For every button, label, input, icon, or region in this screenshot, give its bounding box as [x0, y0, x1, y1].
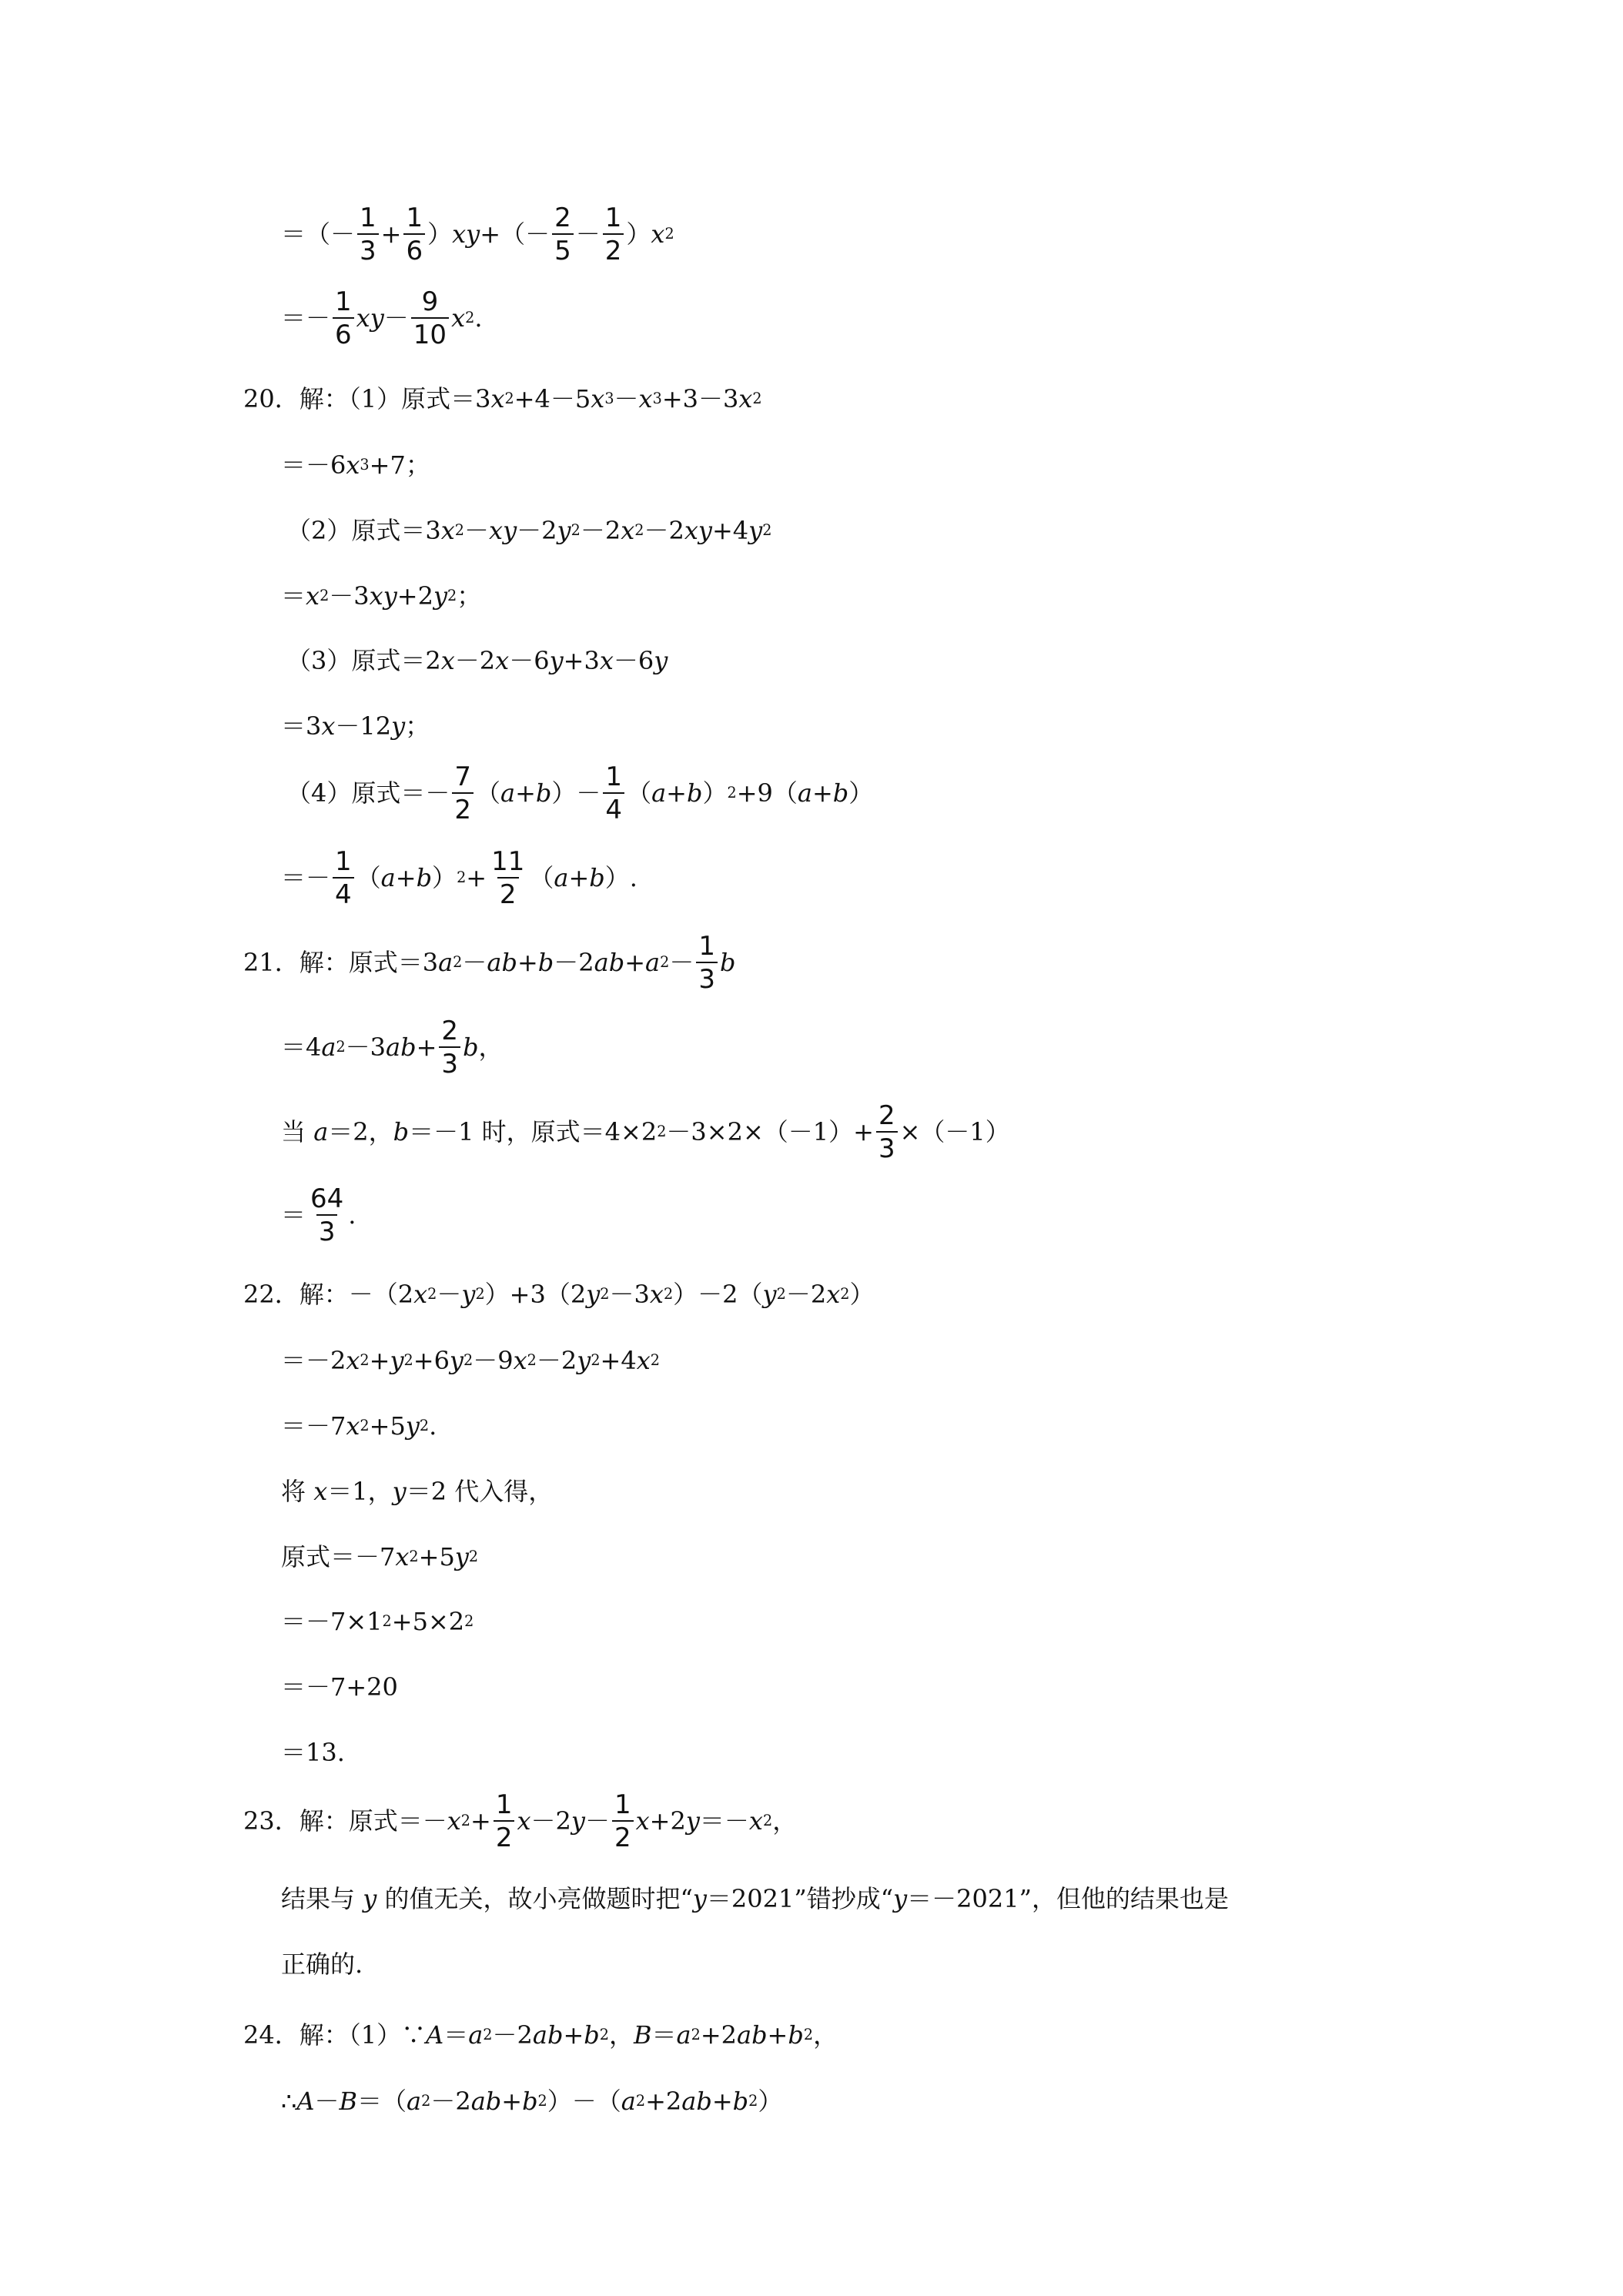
- math-text: （: [529, 863, 554, 892]
- variable: x: [591, 384, 605, 413]
- variable: b: [788, 2020, 804, 2050]
- math-text: －2: [580, 516, 621, 545]
- math-text: ＝13.: [281, 1738, 345, 1767]
- variable: x: [517, 1806, 531, 1836]
- fraction-numerator: 1: [604, 202, 622, 233]
- math-text: ×（－1）: [899, 1117, 1010, 1146]
- variable: y: [685, 1806, 700, 1836]
- variable: ab: [386, 1033, 417, 1062]
- variable: ab: [594, 948, 625, 977]
- variable: xy: [452, 219, 480, 249]
- math-text: 的值无关，故小亮做题时把“: [376, 1884, 693, 1913]
- math-text: －2: [536, 1346, 577, 1375]
- math-text: －9: [473, 1346, 514, 1375]
- variable: b: [537, 948, 554, 977]
- variable: x: [636, 1346, 651, 1375]
- math-line: ＝－7 x 2 +5 y 2 .: [281, 1411, 437, 1441]
- math-line: ＝－ $\frac{1}{6}$ xy － $\frac{9}{10}$ x 2 .: [281, 286, 483, 350]
- math-text: +: [395, 863, 417, 892]
- math-line: 21．解：原式＝3 a 2 － ab + b －2 ab + a 2 － $\frac{1}{3}$ b: [243, 930, 736, 995]
- variable: b: [463, 1033, 479, 1062]
- math-text: －2: [492, 2020, 533, 2050]
- math-line: ＝－ $\frac{1}{4}$ （ a + b ） 2 + $\frac{11}{2}$ （ a + b ）.: [281, 845, 637, 910]
- fraction-denominator: 3: [357, 233, 379, 264]
- math-line: [281, 1718, 345, 1787]
- fraction-denominator: 2: [603, 233, 624, 264]
- math-text: －: [575, 219, 601, 249]
- math-text: ＝－7: [281, 1411, 346, 1441]
- fraction: [612, 1789, 634, 1853]
- math-text: +: [666, 778, 687, 808]
- variable: a: [321, 1033, 336, 1062]
- math-text: －: [437, 1280, 462, 1309]
- math-line: 20．解：（1）原式＝3 x 2 +4－5 x 3 － x 3 +3－3 x 2: [243, 384, 762, 413]
- math-text: ）: [702, 778, 728, 808]
- variable: y: [454, 1542, 469, 1571]
- math-text: ）: [427, 219, 453, 249]
- variable: y: [692, 1884, 707, 1913]
- variable: x: [306, 581, 320, 611]
- variable: x: [635, 1806, 650, 1836]
- variable: ab: [736, 2020, 768, 2050]
- math-text: ）－（: [547, 2087, 621, 2116]
- variable: ab: [487, 948, 517, 977]
- fraction: [876, 1099, 898, 1164]
- math-text: +: [466, 863, 487, 892]
- math-text: 正确的.: [281, 1950, 363, 1979]
- math-line: 22．解：－（2 x 2 － y 2 ）+3（2 y 2 －3 x 2 ）－2（ y 2 －2 x 2 ）: [243, 1280, 875, 1309]
- math-text: ＝－6: [281, 450, 346, 480]
- fraction-denominator: 6: [403, 233, 425, 264]
- fraction: [403, 202, 425, 266]
- math-text: +: [711, 2087, 733, 2116]
- math-text: .: [348, 1200, 356, 1230]
- fraction-denominator: 2: [612, 1820, 634, 1851]
- variable: B: [339, 2087, 357, 2116]
- fraction: [494, 1789, 515, 1853]
- fraction: [308, 1183, 346, 1247]
- math-text: －: [383, 303, 409, 333]
- math-text: ＝－: [281, 863, 331, 892]
- fraction-numerator: 2: [878, 1099, 895, 1131]
- variable: y: [449, 1346, 463, 1375]
- math-text: +: [517, 948, 538, 977]
- math-text: ＝4: [281, 1033, 322, 1062]
- math-text: ）+3（2: [484, 1280, 587, 1309]
- math-text: +: [624, 948, 646, 977]
- fraction-numerator: 1: [406, 202, 423, 233]
- variable: b: [686, 778, 703, 808]
- fraction-numerator: 11: [491, 845, 525, 877]
- math-text: －6: [613, 646, 654, 675]
- fraction-denominator: 2: [497, 877, 519, 908]
- math-text: ＝2021”错抄成“: [706, 1884, 894, 1913]
- math-text: 结果与: [281, 1884, 363, 1913]
- variable: y: [392, 1477, 407, 1506]
- math-text: +2: [649, 1806, 686, 1836]
- math-text: ＝（－: [281, 219, 356, 249]
- variable: x: [599, 646, 614, 675]
- math-text: +: [812, 778, 833, 808]
- math-line: [281, 1930, 363, 1999]
- fraction-numerator: 1: [335, 845, 352, 877]
- fraction-numerator: 1: [614, 1789, 631, 1820]
- math-text: ＝（: [357, 2087, 407, 2116]
- math-line: ＝－6 x 3 +7；: [281, 450, 430, 480]
- math-text: 当: [281, 1117, 314, 1146]
- fraction-denominator: 2: [452, 792, 474, 823]
- math-text: 22．解：－（2: [243, 1280, 414, 1309]
- variable: b: [832, 778, 849, 808]
- fraction: [411, 286, 449, 350]
- variable: A: [426, 2020, 444, 2050]
- math-text: ＝: [443, 2020, 469, 2050]
- math-text: ＝1，: [327, 1477, 393, 1506]
- math-line: ＝－2 x 2 + y 2 +6 y 2 －9 x 2 －2 y 2 +4 x 2: [281, 1346, 660, 1375]
- variable: x: [346, 1346, 360, 1375]
- fraction-numerator: 64: [310, 1183, 344, 1214]
- variable: x: [313, 1477, 328, 1506]
- math-text: －: [464, 516, 490, 545]
- variable: y: [390, 1346, 404, 1375]
- variable: x: [395, 1542, 410, 1571]
- variable: y: [654, 646, 668, 675]
- variable: ab: [532, 2020, 564, 2050]
- math-line: [281, 1180, 356, 1250]
- fraction-denominator: 3: [876, 1131, 898, 1162]
- variable: a: [313, 1117, 329, 1146]
- math-text: +: [416, 1033, 437, 1062]
- variable: y: [549, 646, 564, 675]
- fraction-denominator: 3: [696, 962, 718, 992]
- variable: x: [748, 1806, 763, 1836]
- variable: x: [513, 1346, 527, 1375]
- fraction-numerator: 1: [335, 286, 352, 317]
- math-text: +7；: [369, 450, 430, 480]
- math-text: －2: [430, 2087, 471, 2116]
- fraction: [333, 845, 354, 910]
- math-text: ＝3: [281, 711, 322, 741]
- variable: a: [407, 2087, 422, 2116]
- math-text: （: [356, 863, 381, 892]
- math-text: －: [462, 948, 487, 977]
- math-text: ＝－1 时，原式＝4×2: [409, 1117, 658, 1146]
- math-text: +: [515, 778, 536, 808]
- variable: x: [413, 1280, 428, 1309]
- variable: a: [380, 863, 396, 892]
- variable: x: [440, 516, 455, 545]
- math-text: －2: [454, 646, 496, 675]
- variable: y: [577, 1346, 591, 1375]
- math-text: －6: [509, 646, 550, 675]
- variable: y: [363, 1884, 377, 1913]
- variable: y: [433, 581, 448, 611]
- math-text: ；: [457, 581, 482, 611]
- variable: x: [346, 1411, 360, 1441]
- math-text: －: [314, 2087, 340, 2116]
- variable: y: [557, 516, 571, 545]
- math-text: （: [476, 778, 501, 808]
- variable: y: [748, 516, 763, 545]
- variable: x: [451, 303, 466, 333]
- fraction: [357, 202, 379, 266]
- math-line: ＝4 a 2 －3 ab + $\frac{2}{3}$ b ，: [281, 1015, 504, 1079]
- math-text: ；: [405, 711, 430, 741]
- math-text: （2）原式＝3: [286, 516, 441, 545]
- variable: b: [589, 863, 605, 892]
- variable: x: [621, 516, 635, 545]
- math-text: ，: [608, 2020, 634, 2050]
- math-text: +: [501, 2087, 523, 2116]
- math-text: +4: [600, 1346, 637, 1375]
- math-text: ＝－: [281, 303, 331, 333]
- math-line: 23．解：原式＝－ x 2 + $\frac{1}{2}$ x －2 y － $\frac{1}{2}$ x +2 y ＝－ x 2 ，: [243, 1789, 798, 1853]
- math-line: ＝－7×1 2 +5×2 2: [281, 1607, 474, 1636]
- math-text: －2: [530, 1806, 571, 1836]
- math-text: +6: [413, 1346, 450, 1375]
- math-line: ∴ A － B ＝（ a 2 －2 ab + b 2 ）－（ a 2 +2 ab + b 2 ）: [281, 2087, 783, 2116]
- math-line: [281, 1652, 398, 1722]
- variable: B: [633, 2020, 652, 2050]
- math-text: －3: [329, 581, 370, 611]
- math-text: +9（: [736, 778, 798, 808]
- math-text: +: [369, 1346, 390, 1375]
- variable: x: [490, 384, 505, 413]
- fraction: [452, 761, 474, 825]
- math-line: 原式＝－7 x 2 +5 y 2: [281, 1542, 479, 1571]
- math-text: 20．解：（1）原式＝3: [243, 384, 491, 413]
- variable: b: [535, 778, 552, 808]
- variable: b: [393, 1117, 410, 1146]
- math-text: +4－5: [514, 384, 591, 413]
- fraction-numerator: 9: [421, 286, 439, 317]
- fraction: [696, 930, 718, 995]
- variable: x: [826, 1280, 841, 1309]
- math-text: －: [669, 948, 694, 977]
- math-text: 21．解：原式＝3: [243, 948, 439, 977]
- math-line: （4）原式＝－ $\frac{7}{2}$ （ a + b ）－ $\frac{1}{4}$ （ a + b ） 2 +9（ a + b ）: [286, 761, 874, 825]
- variable: x: [649, 1280, 664, 1309]
- variable: b: [584, 2020, 600, 2050]
- math-line: [281, 691, 430, 761]
- math-text: +: [563, 2020, 584, 2050]
- variable: a: [468, 2020, 484, 2050]
- variable: a: [645, 948, 661, 977]
- math-text: ）: [758, 2087, 783, 2116]
- math-text: +4: [711, 516, 749, 545]
- math-line: [286, 626, 668, 695]
- math-text: －2: [785, 1280, 827, 1309]
- variable: b: [416, 863, 433, 892]
- math-line: 24．解：（1）∵ A ＝ a 2 －2 ab + b 2 ， B ＝ a 2 +2 ab + b 2 ，: [243, 2020, 838, 2050]
- variable: x: [346, 450, 360, 480]
- math-text: ＝－7×1: [281, 1607, 383, 1636]
- variable: y: [586, 1280, 601, 1309]
- math-text: +3－3: [661, 384, 739, 413]
- math-text: +3: [563, 646, 600, 675]
- math-text: ＝2，: [328, 1117, 393, 1146]
- fraction: [439, 1015, 460, 1079]
- variable: a: [500, 778, 516, 808]
- math-text: ，: [813, 2020, 838, 2050]
- math-text: ＝: [281, 1200, 306, 1230]
- variable: x: [738, 384, 753, 413]
- variable: y: [893, 1884, 908, 1913]
- fraction-denominator: 6: [333, 317, 354, 348]
- variable: xy: [684, 516, 712, 545]
- math-line: 当 a ＝2， b ＝－1 时，原式＝4×2 2 －3×2×（－1）+ $\frac{2}{3}$ ×（－1）: [281, 1099, 1010, 1164]
- variable: a: [651, 778, 667, 808]
- math-text: －3: [345, 1033, 387, 1062]
- variable: a: [797, 778, 812, 808]
- math-text: ∴: [281, 2087, 297, 2116]
- variable: ab: [470, 2087, 502, 2116]
- math-text: ）－: [551, 778, 601, 808]
- math-text: ＝－2021”，但他的结果也是: [907, 1884, 1229, 1913]
- math-text: －: [584, 1806, 610, 1836]
- math-text: +2: [397, 581, 433, 611]
- math-text: 将: [281, 1477, 314, 1506]
- math-text: .: [474, 303, 483, 333]
- math-text: （3）原式＝2: [286, 646, 441, 675]
- math-text: －12: [335, 711, 392, 741]
- fraction-numerator: 1: [360, 202, 376, 233]
- fraction: [333, 286, 354, 350]
- math-text: －3×2×（－1）+: [666, 1117, 874, 1146]
- fraction-numerator: 1: [495, 1789, 513, 1820]
- math-text: ）.: [604, 863, 637, 892]
- math-text: －2: [517, 516, 557, 545]
- math-text: ＝: [281, 581, 306, 611]
- variable: xy: [489, 516, 517, 545]
- math-text: ＝2 代入得，: [406, 1477, 554, 1506]
- math-text: 23．解：原式＝－: [243, 1806, 447, 1836]
- math-text: ＝－: [699, 1806, 749, 1836]
- variable: b: [719, 948, 736, 977]
- variable: y: [391, 711, 406, 741]
- math-text: +: [767, 2020, 788, 2050]
- variable: x: [440, 646, 455, 675]
- math-line: （2）原式＝3 x 2 － xy －2 y 2 －2 x 2 －2 xy +4 y 2: [286, 516, 772, 545]
- fraction-numerator: 2: [554, 202, 571, 233]
- variable: ab: [681, 2087, 712, 2116]
- fraction-denominator: 10: [411, 317, 449, 348]
- fraction-denominator: 3: [316, 1214, 338, 1245]
- variable: b: [732, 2087, 749, 2116]
- math-text: ）－2（: [673, 1280, 763, 1309]
- math-text: +（－: [480, 219, 550, 249]
- math-line: [281, 1864, 1229, 1933]
- math-text: +2: [645, 2087, 682, 2116]
- math-text: +2: [700, 2020, 737, 2050]
- math-text: ，: [478, 1033, 504, 1062]
- math-text: ，: [772, 1806, 798, 1836]
- math-line: [281, 1457, 553, 1526]
- variable: xy: [369, 581, 397, 611]
- math-text: （4）原式＝－: [286, 778, 450, 808]
- fraction-numerator: 2: [441, 1015, 459, 1046]
- variable: x: [638, 384, 653, 413]
- fraction: [489, 845, 527, 910]
- math-text: +5×2: [391, 1607, 465, 1636]
- math-text: －3: [609, 1280, 650, 1309]
- math-text: －2: [554, 948, 594, 977]
- math-text: +5: [369, 1411, 406, 1441]
- math-text: 原式＝－7: [281, 1542, 396, 1571]
- math-text: +5: [418, 1542, 455, 1571]
- variable: a: [621, 2087, 636, 2116]
- math-text: ）: [432, 863, 457, 892]
- fraction-denominator: 2: [494, 1820, 515, 1851]
- math-line: ＝ x 2 －3 xy +2 y 2 ；: [281, 581, 482, 611]
- fraction: [603, 202, 624, 266]
- fraction-denominator: 4: [603, 792, 624, 823]
- math-text: +: [470, 1806, 491, 1836]
- math-text: 24．解：（1）∵: [243, 2020, 427, 2050]
- variable: a: [438, 948, 453, 977]
- math-text: ＝: [651, 2020, 677, 2050]
- fraction-numerator: 7: [454, 761, 472, 792]
- variable: x: [321, 711, 336, 741]
- math-text: .: [429, 1411, 437, 1441]
- variable: y: [762, 1280, 777, 1309]
- variable: x: [651, 219, 665, 249]
- variable: x: [495, 646, 510, 675]
- math-text: （: [627, 778, 652, 808]
- variable: y: [405, 1411, 420, 1441]
- variable: b: [522, 2087, 538, 2116]
- variable: a: [676, 2020, 691, 2050]
- variable: x: [447, 1806, 461, 1836]
- variable: a: [554, 863, 569, 892]
- math-text: +: [380, 219, 402, 249]
- fraction-denominator: 5: [552, 233, 574, 264]
- math-text: ＝－7+20: [281, 1672, 398, 1702]
- fraction-denominator: 4: [333, 877, 354, 908]
- variable: y: [571, 1806, 585, 1836]
- math-text: －2: [644, 516, 684, 545]
- fraction-denominator: 3: [439, 1046, 460, 1077]
- variable: A: [296, 2087, 315, 2116]
- math-text: ＝－2: [281, 1346, 346, 1375]
- fraction-numerator: 1: [605, 761, 623, 792]
- math-text: －: [614, 384, 639, 413]
- variable: xy: [356, 303, 384, 333]
- math-text: ）: [848, 778, 874, 808]
- fraction-numerator: 1: [698, 930, 715, 962]
- fraction: [603, 761, 624, 825]
- math-text: +: [568, 863, 590, 892]
- variable: y: [461, 1280, 476, 1309]
- math-line: ＝（－ $\frac{1}{3}$ + $\frac{1}{6}$ ） xy +（－ $\frac{2}{5}$ － $\frac{1}{2}$ ） x 2: [281, 202, 674, 266]
- fraction: [552, 202, 574, 266]
- math-text: ）: [849, 1280, 875, 1309]
- math-text: ）: [626, 219, 651, 249]
